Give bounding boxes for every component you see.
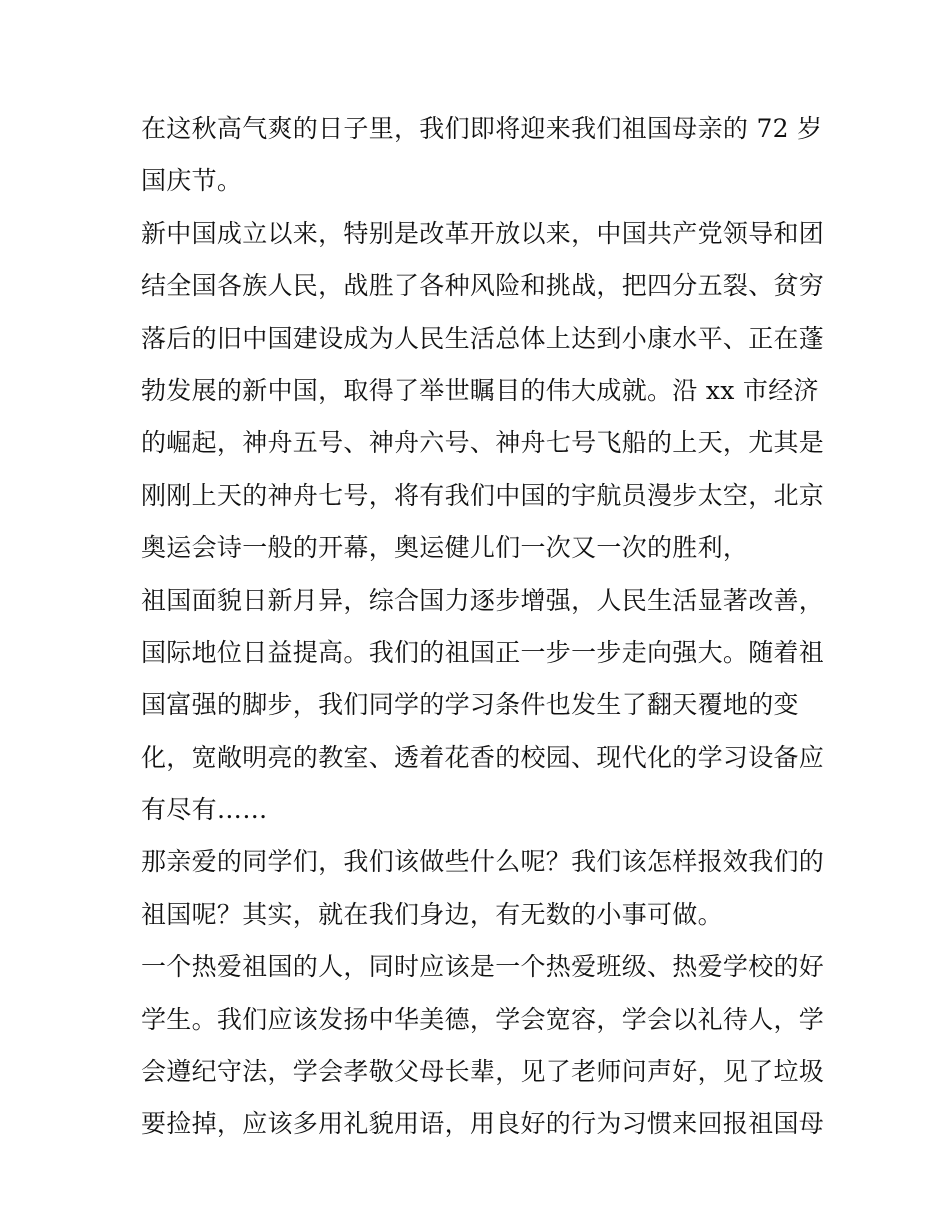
text-line: 的崛起，神舟五号、神舟六号、神舟七号飞船的上天，尤其是 bbox=[141, 428, 825, 458]
text-line: 祖国呢？其实，就在我们身边，有无数的小事可做。 bbox=[141, 899, 723, 929]
text-line: 在这秋高气爽的日子里，我们即将迎来我们祖国母亲的 72 岁 bbox=[141, 114, 823, 143]
document-body bbox=[141, 103, 825, 1151]
text-line: 有尽有…… bbox=[141, 795, 268, 825]
text-line: 勃发展的新中国，取得了举世瞩目的伟大成就。沿 xx 市经济 bbox=[141, 375, 819, 405]
text-line: 结全国各族人民，战胜了各种风险和挑战，把四分五裂、贫穷 bbox=[141, 271, 825, 301]
text-line: 学生。我们应该发扬中华美德，学会宽容，学会以礼待人，学 bbox=[141, 1004, 825, 1034]
text-line: 国庆节。 bbox=[141, 166, 243, 196]
text-line: 奥运会诗一般的开幕，奥运健儿们一次又一次的胜利， bbox=[141, 533, 749, 563]
text-line: 化，宽敞明亮的教室、透着花香的校园、现代化的学习设备应 bbox=[141, 742, 825, 772]
text-line: 刚刚上天的神舟七号，将有我们中国的宇航员漫步太空，北京 bbox=[141, 480, 825, 510]
text-line: 新中国成立以来，特别是改革开放以来，中国共产党领导和团 bbox=[141, 218, 825, 248]
text-line: 一个热爱祖国的人，同时应该是一个热爱班级、热爱学校的好 bbox=[141, 952, 825, 982]
text-line: 国际地位日益提高。我们的祖国正一步一步走向强大。随着祖 bbox=[141, 637, 825, 667]
text-line: 要捡掉，应该多用礼貌用语，用良好的行为习惯来回报祖国母 bbox=[141, 1109, 825, 1139]
text-line: 落后的旧中国建设成为人民生活总体上达到小康水平、正在蓬 bbox=[141, 323, 825, 353]
text-line: 祖国面貌日新月异，综合国力逐步增强，人民生活显著改善， bbox=[141, 585, 825, 615]
text-line: 会遵纪守法，学会孝敬父母长辈，见了老师问声好，见了垃圾 bbox=[141, 1057, 825, 1087]
text-line: 那亲爱的同学们，我们该做些什么呢？我们该怎样报效我们的 bbox=[141, 847, 825, 877]
text-line: 国富强的脚步，我们同学的学习条件也发生了翻天覆地的变 bbox=[141, 690, 799, 720]
